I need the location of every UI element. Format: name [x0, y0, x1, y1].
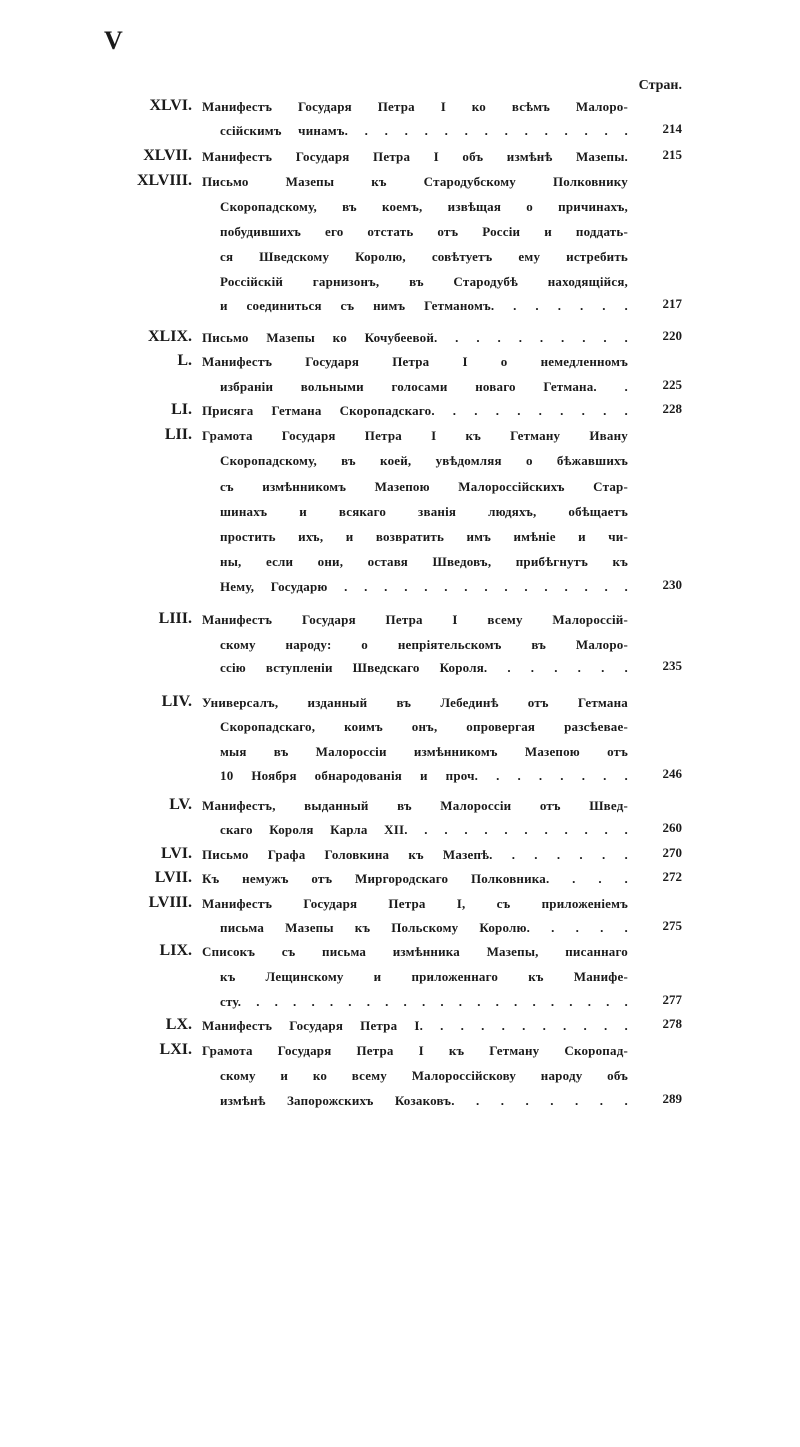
entry-numeral: LII.	[164, 426, 192, 443]
entry-page: 246	[662, 766, 682, 781]
entry-text-line: къ Лещинскому и приложеннаго къ Манифе-	[220, 969, 628, 984]
entry-page: 272	[662, 869, 682, 884]
entry-text-line: Нему, Государю . . . . . . . . . . . . . . .	[220, 579, 628, 594]
entry-text-line: побудившихъ его отстать отъ Россіи и поддать-	[220, 224, 628, 239]
entry-text-line: 10 Ноября обнародованія и проч. . . . . . . .	[220, 768, 628, 783]
entry-text-line: Письмо Графа Головкина къ Мазепѣ. . . . . . .	[202, 847, 628, 862]
entry-text-line: избраніи вольными голосами новаго Гетмана. .	[220, 379, 628, 394]
entry-text-line: простить ихъ, и возвратить имъ имѣніе и чи-	[220, 529, 628, 544]
entry-page: 217	[662, 296, 682, 311]
entry-text-line: и соединиться съ нимъ Гетманомъ. . . . . . .	[220, 298, 628, 313]
entry-numeral: LIV.	[161, 693, 192, 710]
entry-numeral: LVIII.	[148, 894, 192, 911]
entry-text-line: ся Шведскому Королю, совѣтуетъ ему истребить	[220, 249, 628, 264]
entry-text-line: Письмо Мазепы къ Стародубскому Полковнику	[202, 174, 628, 189]
entry-numeral: L.	[177, 352, 192, 369]
entry-text-line: Грамота Государя Петра I къ Гетману Ивану	[202, 428, 628, 443]
entry-text-line: Скоропадскому, въ коей, увѣдомляя о бѣжавшихъ	[220, 453, 628, 468]
entry-text-line: Россійскій гарнизонъ, въ Стародубѣ находящійся,	[220, 274, 628, 289]
entry-text-line: Присяга Гетмана Скоропадскаго. . . . . . . . . .	[202, 403, 628, 418]
entry-text-line: Манифестъ Государя Петра I всему Малороссій-	[202, 612, 628, 627]
entry-numeral: LV.	[169, 796, 192, 813]
entry-page: 260	[662, 820, 682, 835]
entry-text-line: Скоропадскаго, коимъ онъ, опровергая разсѣевае-	[220, 719, 628, 734]
entry-page: 214	[662, 121, 682, 136]
entry-page: 225	[662, 377, 682, 392]
entry-text-line: Списокъ съ письма измѣнника Мазепы, писаннаго	[202, 944, 628, 959]
entry-text-line: скаго Короля Карла XII. . . . . . . . . . . .	[220, 822, 628, 837]
entry-page: 220	[662, 328, 682, 343]
entry-text-line: ссію вступленіи Шведскаго Короля. . . . . . .	[220, 660, 628, 675]
entry-text-line: мыя въ Малороссіи измѣнникомъ Мазепою отъ	[220, 744, 628, 759]
entry-numeral: XLVI.	[149, 97, 192, 114]
entry-text-line: письма Мазепы къ Польскому Королю. . . . .	[220, 920, 628, 935]
entry-text-line: съ измѣнникомъ Мазепою Малороссійскихъ Стар-	[220, 479, 628, 494]
entry-text-line: Къ немужъ отъ Миргородскаго Полковника. . . .	[202, 871, 628, 886]
entry-page: 277	[662, 992, 682, 1007]
page-column-header: Стран.	[638, 78, 682, 93]
entry-text-line: Грамота Государя Петра I къ Гетману Скоропад-	[202, 1043, 628, 1058]
entry-numeral: LVII.	[154, 869, 192, 886]
entry-numeral: LXI.	[159, 1041, 192, 1058]
entry-page: 230	[662, 577, 682, 592]
entry-text-line: Манифестъ Государя Петра I объ измѣнѣ Мазепы.	[202, 149, 628, 164]
page-number: V	[104, 26, 123, 55]
entry-text-line: Универсалъ, изданный въ Лебединѣ отъ Гетмана	[202, 695, 628, 710]
entry-text-line: сту. . . . . . . . . . . . . . . . . . . . . .	[220, 994, 628, 1009]
entry-page: 228	[662, 401, 682, 416]
entry-numeral: XLVII.	[143, 147, 192, 164]
entry-text-line: ны, если они, оставя Шведовъ, прибѣгнутъ къ	[220, 554, 628, 569]
entry-text-line: Письмо Мазепы ко Кочубеевой. . . . . . . . . .	[202, 330, 628, 345]
entry-text-line: ссійскимъ чинамъ. . . . . . . . . . . . . . .	[220, 123, 628, 138]
entry-page: 275	[662, 918, 682, 933]
entry-text-line: Манифестъ Государя Петра I о немедленномъ	[202, 354, 628, 369]
entry-numeral: LX.	[165, 1016, 192, 1033]
entry-page: 278	[662, 1016, 682, 1031]
entry-text-line: шинахъ и всякаго званія людяхъ, обѣщаетъ	[220, 504, 628, 519]
entry-numeral: XLIX.	[147, 328, 192, 345]
entry-page: 235	[662, 658, 682, 673]
entry-numeral: LVI.	[161, 845, 192, 862]
entry-text-line: измѣнѣ Запорожскихъ Козаковъ. . . . . . . .	[220, 1093, 628, 1108]
entry-numeral: LIII.	[158, 610, 192, 627]
entry-text-line: Манифестъ Государя Петра I ко всѣмъ Малоро-	[202, 99, 628, 114]
entry-page: 270	[662, 845, 682, 860]
entry-numeral: XLVIII.	[137, 172, 192, 189]
entry-text-line: скому и ко всему Малороссійскову народу объ	[220, 1068, 628, 1083]
entry-text-line: Манифестъ, выданный въ Малороссіи отъ Швед-	[202, 798, 628, 813]
entry-numeral: LIX.	[159, 942, 192, 959]
entry-text-line: Скоропадскому, въ коемъ, извѣщая о причинахъ,	[220, 199, 628, 214]
entry-text-line: Манифестъ Государя Петра I. . . . . . . . . . .	[202, 1018, 628, 1033]
entry-text-line: Манифестъ Государя Петра I, съ приложеніемъ	[202, 896, 628, 911]
entry-page: 289	[662, 1091, 682, 1106]
entry-page: 215	[662, 147, 682, 162]
entry-numeral: LI.	[171, 401, 192, 418]
entry-text-line: скому народу: о непріятельскомъ въ Малоро-	[220, 637, 628, 652]
